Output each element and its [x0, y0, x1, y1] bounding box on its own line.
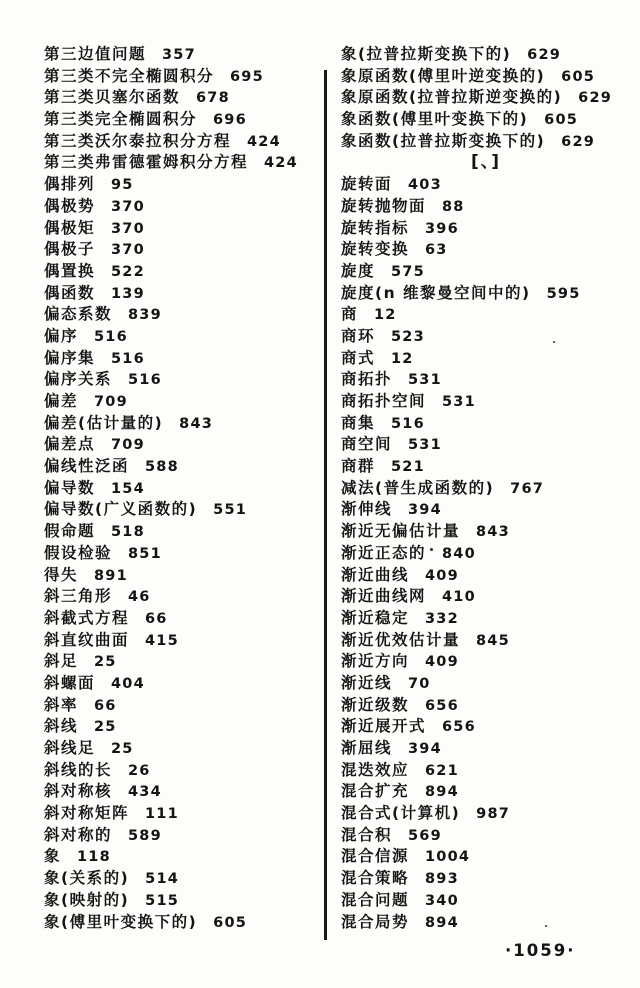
index-entry: [341, 218, 631, 240]
entry-term: 第三类沃尔泰拉积分方程: [44, 131, 232, 150]
entry-page-number: 656: [425, 697, 459, 714]
entry-term: 商式: [341, 348, 376, 367]
index-entry: [44, 912, 322, 934]
entry-term: 偏态系数: [44, 305, 113, 324]
entry-term: 偏差(估计量的): [44, 413, 164, 432]
entry-term: 渐近稳定: [341, 608, 410, 627]
entry-term: 象(映射的): [44, 890, 130, 909]
entry-term: 混合策略: [341, 869, 410, 888]
index-entry: [44, 543, 322, 565]
entry-page-number: 840: [442, 545, 476, 562]
entry-page-number: 26: [128, 762, 151, 779]
entry-page-number: 25: [94, 719, 117, 736]
entry-page-number: 88: [442, 198, 465, 215]
index-entry: [341, 131, 631, 153]
index-entry: [341, 803, 631, 825]
entry-term: 渐近级数: [341, 695, 410, 714]
index-entry: [341, 521, 631, 543]
index-entry: [341, 261, 631, 283]
index-entry: [44, 868, 322, 890]
entry-page-number: 66: [94, 697, 117, 714]
entry-page-number: 551: [213, 502, 248, 519]
index-entry: [44, 890, 322, 912]
index-entry: [44, 261, 322, 283]
entry-page-number: 25: [111, 741, 134, 757]
entry-term: 象函数(拉普拉斯变换下的): [341, 131, 546, 150]
entry-term: 商拓扑: [341, 370, 393, 389]
entry-page-number: 357: [162, 47, 196, 63]
entry-term: 第三类弗雷德霍姆积分方程: [44, 153, 249, 172]
index-column-right: [341, 44, 631, 933]
index-entry: [44, 218, 322, 240]
entry-term: 渐近曲线: [341, 565, 410, 584]
entry-page-number: 396: [425, 220, 459, 237]
entry-term: 偏导数(广义函数的): [44, 500, 198, 519]
entry-page-number: 404: [111, 675, 145, 692]
entry-term: 渐近线: [341, 673, 393, 692]
index-entry: [44, 738, 322, 760]
entry-page-number: 531: [442, 394, 476, 410]
entry-page-number: 839: [128, 307, 162, 324]
entry-page-number: 656: [442, 719, 476, 736]
index-entry: [44, 413, 322, 435]
entry-term: 偶极子: [44, 240, 96, 259]
entry-page-number: 25: [94, 654, 117, 671]
index-entry: [341, 434, 631, 456]
index-entry: [341, 109, 631, 131]
index-entry: [44, 825, 322, 847]
entry-page-number: 588: [145, 459, 179, 476]
entry-term: 商: [341, 305, 359, 324]
index-entry: [341, 846, 631, 868]
entry-term: 斜足: [44, 652, 79, 671]
index-entry: [44, 174, 322, 196]
entry-term: 偶置换: [44, 261, 96, 280]
index-entry: [341, 630, 631, 652]
entry-term: 偏差: [44, 392, 79, 410]
page-number: ·1059·: [505, 941, 576, 960]
entry-term: 渐屈线: [341, 739, 393, 757]
index-entry: [341, 673, 631, 695]
entry-term: 商拓扑空间: [341, 392, 427, 410]
entry-term: 偶排列: [44, 175, 96, 194]
entry-term: 斜线足: [44, 739, 96, 757]
index-entry: [341, 326, 631, 348]
entry-term: 象函数(傅里叶变换下的): [341, 110, 529, 129]
section-header: [、]: [470, 152, 502, 173]
entry-page-number: 415: [145, 632, 179, 649]
entry-page-number: 516: [128, 372, 162, 389]
entry-page-number: 516: [391, 415, 425, 432]
entry-page-number: 575: [391, 263, 425, 280]
index-entry: [341, 456, 631, 478]
entry-page-number: 569: [408, 827, 442, 844]
entry-page-number: 1004: [425, 849, 471, 866]
entry-page-number: 46: [128, 589, 151, 606]
entry-term: 象(傅里叶变换下的): [44, 912, 198, 931]
index-entry: [44, 456, 322, 478]
entry-term: 斜三角形: [44, 587, 113, 606]
index-entry: [44, 348, 322, 370]
entry-page-number: 409: [425, 654, 459, 671]
entry-term: 象: [44, 847, 62, 866]
index-entry: [341, 825, 631, 847]
entry-term: 象(拉普拉斯变换下的): [341, 45, 512, 63]
index-entry: [44, 716, 322, 738]
index-entry: [341, 586, 631, 608]
entry-page-number: 118: [77, 849, 111, 866]
entry-page-number: 139: [111, 285, 145, 302]
entry-term: 斜对称的: [44, 825, 113, 844]
entry-term: 旋转面: [341, 175, 393, 194]
entry-page-number: 154: [111, 480, 145, 497]
entry-term: 混合式(计算机): [341, 804, 461, 823]
entry-term: 象(关系的): [44, 869, 130, 888]
index-entry: [44, 781, 322, 803]
entry-page-number: 629: [578, 90, 613, 107]
entry-page-number: 891: [94, 567, 128, 584]
entry-page-number: 589: [128, 827, 162, 844]
entry-term: 旋度(n 维黎曼空间中的): [341, 283, 531, 302]
entry-term: 混迭效应: [341, 760, 410, 779]
entry-page-number: 370: [111, 242, 145, 259]
entry-term: 斜螺面: [44, 673, 96, 692]
entry-page-number: 424: [264, 155, 298, 172]
entry-page-number: 843: [476, 524, 510, 541]
entry-term: 渐近方向: [341, 652, 410, 671]
index-entry: [44, 326, 322, 348]
entry-page-number: 518: [111, 524, 145, 541]
index-entry: [341, 565, 631, 587]
scan-speck: [430, 548, 433, 551]
entry-term: 旋转变换: [341, 240, 410, 259]
entry-term: 斜直纹曲面: [44, 630, 130, 649]
entry-term: 渐近无偏估计量: [341, 522, 461, 541]
index-entry: [44, 673, 322, 695]
index-entry: [341, 174, 631, 196]
index-entry: [44, 630, 322, 652]
entry-page-number: 95: [111, 177, 134, 194]
entry-term: 渐伸线: [341, 500, 393, 519]
index-entry: [44, 152, 322, 174]
entry-term: 斜对称矩阵: [44, 804, 130, 823]
entry-term: 混合扩充: [341, 782, 410, 801]
entry-page-number: 521: [391, 459, 425, 476]
index-entry: [341, 44, 631, 66]
entry-page-number: 516: [111, 350, 145, 367]
entry-term: 偏线性泛函: [44, 457, 130, 476]
entry-term: 得失: [44, 565, 79, 584]
entry-term: 渐近展开式: [341, 717, 427, 736]
entry-page-number: 709: [111, 437, 145, 454]
entry-page-number: 403: [408, 177, 442, 194]
entry-page-number: 695: [230, 68, 264, 85]
entry-page-number: 843: [179, 415, 214, 432]
index-entry: [44, 131, 322, 153]
entry-page-number: 409: [425, 567, 459, 584]
entry-term: 混合问题: [341, 890, 410, 909]
entry-page-number: 605: [544, 112, 579, 129]
entry-page-number: 370: [111, 220, 145, 237]
entry-page-number: 111: [145, 806, 179, 823]
entry-page-number: 434: [128, 784, 162, 801]
entry-term: 混合信源: [341, 847, 410, 866]
index-entry: [341, 781, 631, 803]
entry-page-number: 987: [476, 806, 511, 823]
entry-term: 旋转指标: [341, 218, 410, 237]
entry-term: 混合积: [341, 825, 393, 844]
entry-page-number: 523: [391, 328, 425, 345]
index-entry: [341, 283, 631, 305]
entry-page-number: 332: [425, 610, 459, 627]
entry-page-number: 595: [546, 285, 581, 302]
entry-term: 偏序集: [44, 348, 96, 367]
entry-term: 渐近优效估计量: [341, 630, 461, 649]
entry-term: 偏差点: [44, 435, 96, 454]
index-entry: [341, 890, 631, 912]
index-entry: [341, 66, 631, 88]
entry-page-number: 394: [408, 741, 442, 757]
index-entry: [341, 87, 631, 109]
entry-term: 偏导数: [44, 478, 96, 497]
entry-page-number: 678: [196, 90, 230, 107]
entry-term: 混合局势: [341, 912, 410, 931]
index-entry: [44, 521, 322, 543]
index-entry: [341, 738, 631, 760]
index-entry: [44, 369, 322, 391]
entry-page-number: 410: [442, 589, 476, 606]
entry-term: 旋度: [341, 261, 376, 280]
index-entry: [341, 348, 631, 370]
column-divider-line: [324, 70, 327, 940]
index-entry: [44, 44, 322, 66]
entry-term: 第三类完全椭圆积分: [44, 110, 198, 129]
entry-page-number: 515: [145, 892, 180, 909]
entry-page-number: 605: [561, 68, 596, 85]
entry-page-number: 629: [527, 47, 562, 63]
entry-term: 象原函数(傅里叶逆变换的): [341, 66, 546, 85]
entry-page-number: 709: [94, 394, 128, 410]
entry-page-number: 767: [510, 480, 545, 497]
entry-term: 象原函数(拉普拉斯逆变换的): [341, 88, 563, 107]
entry-term: 斜线: [44, 717, 79, 736]
index-entry: [44, 434, 322, 456]
entry-page-number: 696: [213, 112, 247, 129]
index-entry: [341, 391, 631, 413]
index-entry: [341, 608, 631, 630]
entry-term: 偶极矩: [44, 218, 96, 237]
entry-term: 第三边值问题: [44, 45, 147, 63]
index-entry: [44, 846, 322, 868]
index-entry: [44, 239, 322, 261]
entry-term: 商空间: [341, 435, 393, 454]
index-entry: [341, 716, 631, 738]
index-entry: [44, 304, 322, 326]
entry-term: 商集: [341, 413, 376, 432]
entry-term: 斜截式方程: [44, 608, 130, 627]
index-entry: [44, 565, 322, 587]
entry-term: 第三类不完全椭圆积分: [44, 66, 215, 85]
index-entry: [44, 651, 322, 673]
entry-page-number: 370: [111, 198, 145, 215]
entry-term: 斜对称核: [44, 782, 113, 801]
entry-page-number: 70: [408, 675, 431, 692]
entry-page-number: 63: [425, 242, 448, 259]
index-entry: [341, 239, 631, 261]
index-entry: [44, 478, 322, 500]
entry-term: 假命题: [44, 522, 96, 541]
index-entry: [44, 87, 322, 109]
index-entry: [44, 586, 322, 608]
entry-page-number: 621: [425, 762, 459, 779]
entry-term: 偏序: [44, 326, 79, 345]
entry-page-number: 522: [111, 263, 145, 280]
index-entry: [44, 803, 322, 825]
index-entry: [44, 391, 322, 413]
index-entry: [44, 499, 322, 521]
entry-term: 减法(普生成函数的): [341, 478, 495, 497]
entry-term: 偶极势: [44, 196, 96, 215]
entry-term: 假设检验: [44, 543, 113, 562]
entry-page-number: 424: [247, 133, 281, 150]
index-entry: [341, 695, 631, 717]
entry-page-number: 531: [408, 372, 442, 389]
index-entry: [44, 608, 322, 630]
entry-page-number: 851: [128, 545, 162, 562]
scan-speck: [545, 925, 547, 927]
index-entry: [341, 196, 631, 218]
index-entry: [341, 499, 631, 521]
entry-page-number: 340: [425, 892, 459, 909]
entry-term: 偶函数: [44, 283, 96, 302]
entry-term: 渐近曲线网: [341, 587, 427, 606]
index-column-left: [44, 44, 322, 933]
scan-speck: [553, 341, 555, 343]
entry-page-number: 531: [408, 437, 442, 454]
index-entry: [341, 478, 631, 500]
entry-page-number: 394: [408, 502, 442, 519]
entry-page-number: 66: [145, 610, 168, 627]
index-entry: [44, 196, 322, 218]
entry-page-number: 516: [94, 328, 128, 345]
entry-term: 旋转抛物面: [341, 196, 427, 215]
entry-term: 商环: [341, 326, 376, 345]
index-entry: [341, 413, 631, 435]
index-entry: [341, 651, 631, 673]
entry-term: 偏序关系: [44, 370, 113, 389]
entry-term: 商群: [341, 457, 376, 476]
entry-page-number: 845: [476, 632, 510, 649]
entry-page-number: 894: [425, 784, 459, 801]
entry-page-number: 893: [425, 871, 459, 888]
index-entry: [341, 868, 631, 890]
index-entry: [341, 912, 631, 934]
index-entry: [44, 109, 322, 131]
entry-term: 第三类贝塞尔函数: [44, 88, 181, 107]
index-entry: [44, 695, 322, 717]
index-entry: [44, 760, 322, 782]
entry-page-number: 12: [374, 307, 397, 324]
entry-page-number: 629: [561, 133, 596, 150]
entry-page-number: 894: [425, 914, 459, 931]
entry-term: 渐近正态的: [341, 543, 427, 562]
entry-page-number: 12: [391, 350, 414, 367]
entry-term: 斜线的长: [44, 760, 113, 779]
index-entry: [341, 760, 631, 782]
entry-term: 斜率: [44, 695, 79, 714]
index-entry: [341, 369, 631, 391]
index-entry: [44, 283, 322, 305]
index-entry: [44, 66, 322, 88]
entry-page-number: 514: [145, 871, 180, 888]
entry-page-number: 605: [213, 914, 248, 931]
index-entry: [341, 543, 631, 565]
index-entry: [341, 304, 631, 326]
